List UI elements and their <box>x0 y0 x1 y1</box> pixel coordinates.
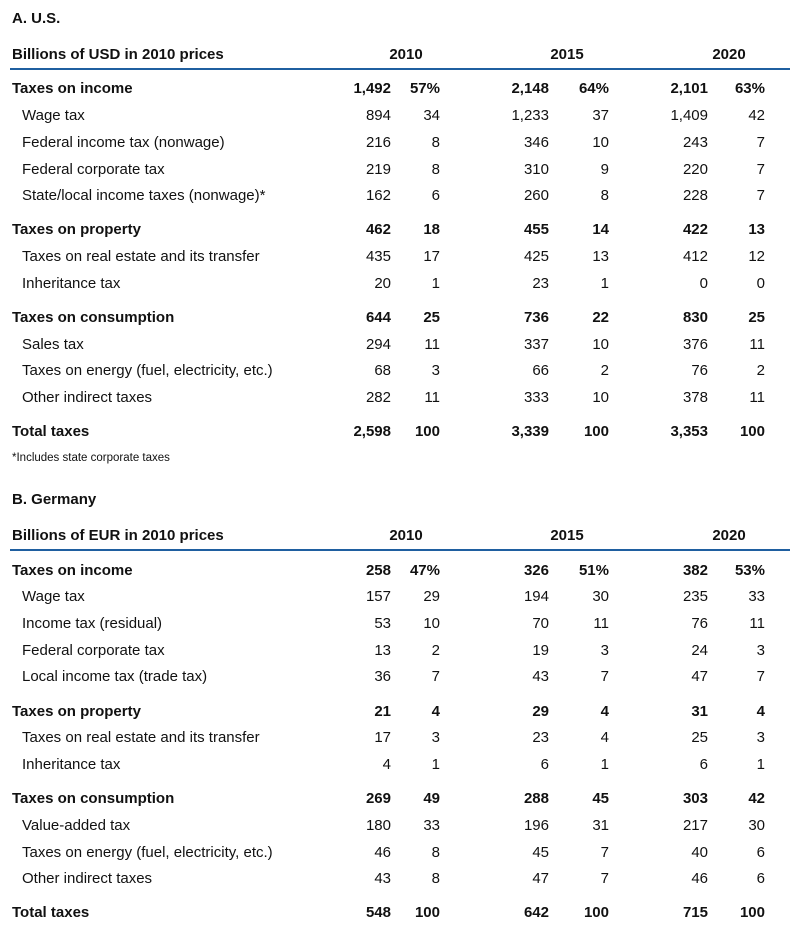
row-label: Wage tax <box>22 107 85 124</box>
share-cell: 100 <box>414 904 440 921</box>
value-cell: 66 <box>532 362 549 379</box>
value-cell: 43 <box>532 668 549 685</box>
share-cell: 30 <box>592 588 609 605</box>
value-cell: 258 <box>365 562 391 579</box>
share-cell: 3 <box>431 362 440 379</box>
share-cell: 100 <box>739 904 765 921</box>
share-cell: 57% <box>409 80 440 97</box>
value-cell: 31 <box>691 703 708 720</box>
row-label: Value-added tax <box>22 817 131 834</box>
value-cell: 157 <box>365 588 391 605</box>
table-header <box>0 525 800 547</box>
table-row <box>0 332 800 358</box>
share-cell: 42 <box>748 790 765 807</box>
value-cell: 216 <box>365 134 391 151</box>
value-cell: 2,101 <box>670 80 708 97</box>
table-row <box>0 271 800 297</box>
row-label: Local income tax (trade tax) <box>22 668 208 685</box>
table-row <box>0 699 800 725</box>
value-cell: 333 <box>523 389 549 406</box>
year-2015: 2015 <box>550 527 584 544</box>
table-row <box>0 103 800 129</box>
share-cell: 4 <box>431 703 440 720</box>
share-cell: 45 <box>592 790 609 807</box>
value-cell: 219 <box>365 161 391 178</box>
row-label: Taxes on real estate and its transfer <box>22 248 260 265</box>
value-cell: 45 <box>532 844 549 861</box>
value-cell: 3,339 <box>511 423 549 440</box>
row-label: Federal corporate tax <box>22 161 165 178</box>
row-label: Inheritance tax <box>22 756 121 773</box>
row-label: Taxes on real estate and its transfer <box>22 729 260 746</box>
table-row <box>0 725 800 751</box>
share-cell: 49 <box>423 790 440 807</box>
value-cell: 1,233 <box>511 107 549 124</box>
year-2020: 2020 <box>712 46 746 63</box>
table-row <box>0 419 800 445</box>
share-cell: 8 <box>431 161 440 178</box>
value-cell: 194 <box>523 588 549 605</box>
value-cell: 70 <box>532 615 549 632</box>
value-cell: 548 <box>365 904 391 921</box>
value-cell: 46 <box>691 870 708 887</box>
share-cell: 47% <box>409 562 440 579</box>
header-label: Billions of USD in 2010 prices <box>12 46 224 63</box>
value-cell: 382 <box>682 562 708 579</box>
value-cell: 6 <box>540 756 549 773</box>
share-cell: 13 <box>748 221 765 238</box>
share-cell: 7 <box>431 668 440 685</box>
value-cell: 1,492 <box>353 80 391 97</box>
value-cell: 2,598 <box>353 423 391 440</box>
value-cell: 19 <box>532 642 549 659</box>
row-label: Taxes on income <box>12 562 133 579</box>
share-cell: 8 <box>600 187 609 204</box>
value-cell: 346 <box>523 134 549 151</box>
row-label: Taxes on consumption <box>12 790 175 807</box>
value-cell: 162 <box>365 187 391 204</box>
row-label: Total taxes <box>12 904 90 921</box>
footnote: *Includes state corporate taxes <box>12 452 170 464</box>
value-cell: 228 <box>682 187 708 204</box>
share-cell: 64% <box>578 80 609 97</box>
row-label: Federal corporate tax <box>22 642 165 659</box>
share-cell: 4 <box>600 729 609 746</box>
share-cell: 11 <box>593 615 609 632</box>
value-cell: 53 <box>374 615 391 632</box>
row-label: Sales tax <box>22 336 84 353</box>
table-row <box>0 305 800 331</box>
share-cell: 25 <box>748 309 765 326</box>
share-cell: 10 <box>423 615 440 632</box>
value-cell: 46 <box>374 844 391 861</box>
row-label: Taxes on energy (fuel, electricity, etc.) <box>22 362 273 379</box>
table-row <box>0 558 800 584</box>
share-cell: 10 <box>592 389 609 406</box>
value-cell: 17 <box>374 729 391 746</box>
share-cell: 42 <box>748 107 765 124</box>
table-row <box>0 664 800 690</box>
value-cell: 13 <box>374 642 391 659</box>
header-rule <box>10 549 790 551</box>
row-label: State/local income taxes (nonwage)* <box>22 187 266 204</box>
share-cell: 63% <box>734 80 765 97</box>
value-cell: 4 <box>382 756 391 773</box>
share-cell: 14 <box>592 221 609 238</box>
share-cell: 7 <box>600 668 609 685</box>
share-cell: 37 <box>592 107 609 124</box>
value-cell: 736 <box>523 309 549 326</box>
share-cell: 25 <box>423 309 440 326</box>
value-cell: 25 <box>691 729 708 746</box>
value-cell: 644 <box>365 309 391 326</box>
share-cell: 12 <box>748 248 765 265</box>
table-row <box>0 183 800 209</box>
value-cell: 47 <box>532 870 549 887</box>
row-label: Wage tax <box>22 588 85 605</box>
share-cell: 1 <box>600 275 609 292</box>
value-cell: 23 <box>532 275 549 292</box>
share-cell: 11 <box>749 336 765 353</box>
row-label: Inheritance tax <box>22 275 121 292</box>
share-cell: 33 <box>423 817 440 834</box>
table-row <box>0 813 800 839</box>
share-cell: 30 <box>748 817 765 834</box>
share-cell: 2 <box>756 362 765 379</box>
table-row <box>0 840 800 866</box>
value-cell: 24 <box>691 642 708 659</box>
share-cell: 11 <box>749 615 765 632</box>
table-row <box>0 217 800 243</box>
table-row <box>0 866 800 892</box>
value-cell: 21 <box>374 703 391 720</box>
year-2010: 2010 <box>389 46 423 63</box>
value-cell: 29 <box>532 703 549 720</box>
table-row <box>0 157 800 183</box>
share-cell: 29 <box>423 588 440 605</box>
share-cell: 3 <box>756 729 765 746</box>
share-cell: 22 <box>592 309 609 326</box>
share-cell: 7 <box>756 161 765 178</box>
value-cell: 282 <box>365 389 391 406</box>
value-cell: 326 <box>523 562 549 579</box>
value-cell: 455 <box>523 221 549 238</box>
value-cell: 235 <box>682 588 708 605</box>
value-cell: 376 <box>682 336 708 353</box>
value-cell: 288 <box>523 790 549 807</box>
share-cell: 3 <box>756 642 765 659</box>
value-cell: 36 <box>374 668 391 685</box>
share-cell: 3 <box>431 729 440 746</box>
share-cell: 13 <box>592 248 609 265</box>
share-cell: 1 <box>600 756 609 773</box>
row-label: Other indirect taxes <box>22 389 153 406</box>
share-cell: 4 <box>600 703 609 720</box>
table-header <box>0 44 800 66</box>
value-cell: 303 <box>682 790 708 807</box>
value-cell: 68 <box>374 362 391 379</box>
share-cell: 7 <box>756 187 765 204</box>
table-row <box>0 76 800 102</box>
share-cell: 10 <box>592 336 609 353</box>
value-cell: 220 <box>682 161 708 178</box>
share-cell: 11 <box>424 389 440 406</box>
value-cell: 715 <box>682 904 708 921</box>
row-label: Taxes on consumption <box>12 309 175 326</box>
table-row <box>0 786 800 812</box>
row-label: Taxes on property <box>12 703 141 720</box>
share-cell: 53% <box>734 562 765 579</box>
share-cell: 7 <box>600 844 609 861</box>
table-row <box>0 244 800 270</box>
value-cell: 260 <box>523 187 549 204</box>
share-cell: 33 <box>748 588 765 605</box>
share-cell: 7 <box>756 668 765 685</box>
panel-title: B. Germany <box>12 491 97 508</box>
table-row <box>0 611 800 637</box>
value-cell: 47 <box>691 668 708 685</box>
value-cell: 378 <box>682 389 708 406</box>
value-cell: 294 <box>365 336 391 353</box>
year-2010: 2010 <box>389 527 423 544</box>
share-cell: 6 <box>756 844 765 861</box>
value-cell: 830 <box>682 309 708 326</box>
table-row <box>0 900 800 926</box>
value-cell: 310 <box>523 161 549 178</box>
share-cell: 34 <box>423 107 440 124</box>
share-cell: 1 <box>431 756 440 773</box>
row-label: Federal income tax (nonwage) <box>22 134 225 151</box>
value-cell: 243 <box>682 134 708 151</box>
table-row <box>0 130 800 156</box>
value-cell: 76 <box>691 362 708 379</box>
share-cell: 7 <box>756 134 765 151</box>
share-cell: 100 <box>739 423 765 440</box>
row-label: Taxes on energy (fuel, electricity, etc.) <box>22 844 273 861</box>
panel-title: A. U.S. <box>12 10 61 27</box>
table-row <box>0 638 800 664</box>
share-cell: 0 <box>756 275 765 292</box>
value-cell: 462 <box>365 221 391 238</box>
value-cell: 269 <box>365 790 391 807</box>
share-cell: 6 <box>431 187 440 204</box>
header-label: Billions of EUR in 2010 prices <box>12 527 224 544</box>
share-cell: 8 <box>431 134 440 151</box>
header-rule <box>10 68 790 70</box>
table-row <box>0 584 800 610</box>
year-2020: 2020 <box>712 527 746 544</box>
share-cell: 2 <box>431 642 440 659</box>
row-label: Total taxes <box>12 423 90 440</box>
share-cell: 1 <box>756 756 765 773</box>
share-cell: 17 <box>423 248 440 265</box>
value-cell: 642 <box>523 904 549 921</box>
table-row <box>0 385 800 411</box>
value-cell: 894 <box>365 107 391 124</box>
value-cell: 180 <box>365 817 391 834</box>
value-cell: 412 <box>682 248 708 265</box>
share-cell: 11 <box>424 336 440 353</box>
value-cell: 40 <box>691 844 708 861</box>
share-cell: 8 <box>431 844 440 861</box>
share-cell: 4 <box>756 703 765 720</box>
share-cell: 51% <box>578 562 609 579</box>
share-cell: 100 <box>414 423 440 440</box>
table-row <box>0 358 800 384</box>
share-cell: 8 <box>431 870 440 887</box>
row-label: Income tax (residual) <box>22 615 163 632</box>
value-cell: 425 <box>523 248 549 265</box>
share-cell: 100 <box>583 904 609 921</box>
row-label: Other indirect taxes <box>22 870 153 887</box>
value-cell: 6 <box>699 756 708 773</box>
share-cell: 6 <box>756 870 765 887</box>
share-cell: 18 <box>423 221 440 238</box>
value-cell: 43 <box>374 870 391 887</box>
value-cell: 435 <box>365 248 391 265</box>
table-row <box>0 752 800 778</box>
value-cell: 337 <box>523 336 549 353</box>
value-cell: 20 <box>374 275 391 292</box>
share-cell: 9 <box>600 161 609 178</box>
share-cell: 10 <box>592 134 609 151</box>
share-cell: 100 <box>583 423 609 440</box>
value-cell: 3,353 <box>670 423 708 440</box>
year-2015: 2015 <box>550 46 584 63</box>
value-cell: 2,148 <box>511 80 549 97</box>
value-cell: 76 <box>691 615 708 632</box>
value-cell: 0 <box>699 275 708 292</box>
row-label: Taxes on property <box>12 221 141 238</box>
value-cell: 196 <box>523 817 549 834</box>
share-cell: 2 <box>600 362 609 379</box>
value-cell: 1,409 <box>670 107 708 124</box>
share-cell: 11 <box>749 389 765 406</box>
share-cell: 3 <box>600 642 609 659</box>
value-cell: 422 <box>682 221 708 238</box>
row-label: Taxes on income <box>12 80 133 97</box>
share-cell: 31 <box>592 817 609 834</box>
share-cell: 1 <box>431 275 440 292</box>
share-cell: 7 <box>600 870 609 887</box>
value-cell: 217 <box>682 817 708 834</box>
value-cell: 23 <box>532 729 549 746</box>
